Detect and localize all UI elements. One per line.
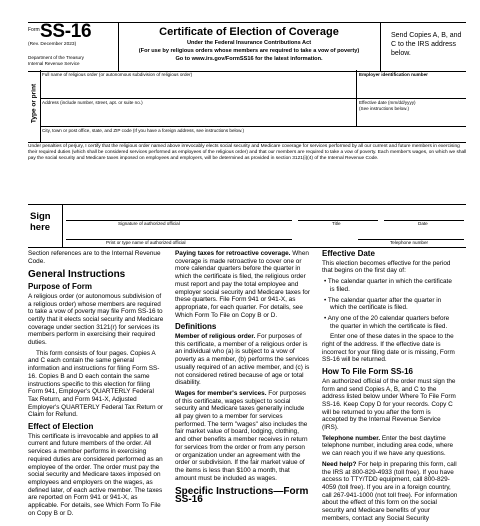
- effect-paragraph-1: This certificate is irrevocable and applies to all current and future members of the order. All services a member performs in exercising required duties are considered performed as an employee of the order. The order must pay the social security and Medicare taxes imposed on employees and employers on the wages, as defined later, of each active member. The taxes are reported on Form 941 or 941-X, as applicable. For details, see Which Form To File on Copy B or D.: [28, 432, 163, 517]
- definitions-heading: Definitions: [175, 322, 217, 332]
- need-help-heading: Need help?: [322, 460, 357, 468]
- effective-paragraph-1: This election becomes effective for the period that begins on the first day of:: [322, 259, 451, 275]
- paying-taxes-paragraph: [175, 250, 311, 319]
- sign-label-line1: Sign: [30, 211, 51, 222]
- specific-instructions-heading: Specific Instructions—Form SS-16: [175, 486, 309, 506]
- wages-paragraph: [175, 390, 311, 482]
- telephone-paragraph: [322, 435, 458, 458]
- ein-label: Employer identification number: [359, 72, 428, 77]
- irs-url-note[interactable]: Go to www.irs.gov/FormSS16 for the latest information.: [175, 56, 323, 62]
- effective-bullet-2: • The calendar quarter after the quarter in which the certificate is filed.: [324, 296, 442, 312]
- city-field[interactable]: [42, 133, 462, 141]
- print-name-caption: Print or type name of authorized official: [106, 240, 186, 245]
- paying-taxes-text: When coverage is made retroactive to cover one or more calendar quarters before the quarter in which the certificate is filed, the religious order must report and pay the total employee and employer social security and Medicare taxes for these quarters. File Form 941 or 941-X, as appropriate, for each quarter. For details, see Which Form To File on Copy B or D.: [175, 250, 310, 319]
- effective-bullet-1-text: The calendar quarter in which the certificate is filed.: [327, 278, 452, 293]
- member-heading: Member of religious order.: [175, 333, 256, 341]
- effective-bullet-3-text: Any one of the 20 calendar quarters before the quarter in which the certificate is filed.: [327, 314, 450, 330]
- signature-field[interactable]: [66, 207, 292, 219]
- full-name-field[interactable]: [42, 78, 342, 94]
- form-use-note: (For use by religious orders whose members are required to take a vow of poverty): [138, 48, 360, 54]
- date-field[interactable]: [384, 207, 464, 219]
- date-caption: Date: [418, 221, 428, 226]
- effective-bullet-1: • The calendar quarter in which the certificate is filed.: [324, 278, 452, 293]
- instructions-column-2: [175, 250, 311, 507]
- send-copies-box: [380, 23, 467, 71]
- department-info: [28, 55, 116, 66]
- form-title: Certificate of Election of Coverage: [159, 26, 339, 38]
- sign-divider: [62, 205, 63, 247]
- revision-date: (Rev. December 2023): [28, 42, 77, 47]
- telephone-field[interactable]: [358, 227, 464, 239]
- form-title-box: [118, 23, 380, 71]
- type-or-print-label: Type or print: [30, 83, 38, 124]
- title-caption: Title: [332, 221, 341, 226]
- sign-here-label: [30, 211, 51, 233]
- general-instructions-heading: General Instructions: [28, 269, 126, 281]
- member-paragraph: [175, 333, 311, 387]
- need-help-text: For help in preparing this form, call the IRS at 800-829-4933 (toll free). If you have access to TTY/TDD equipment, call 800-829-4059 (toll free). If you are in a foreign country, call 267-941-1000 (not toll free). For information about the effect of this form on the social security and Medicare benefits of your members, contact any Social Security: [322, 460, 458, 522]
- instructions-column-1: [28, 250, 164, 521]
- how-to-file-heading: How To File Form SS-16: [322, 367, 413, 377]
- wages-heading: Wages for member's services.: [175, 389, 267, 397]
- instructions-column-3: [322, 250, 458, 526]
- effective-date-field[interactable]: [359, 112, 463, 124]
- address-field[interactable]: [42, 106, 342, 124]
- telephone-heading: Telephone number.: [322, 434, 381, 442]
- form-id-box: [28, 23, 119, 71]
- address-label: Address (include number, street, apt. or suite no.): [42, 100, 143, 105]
- section-references: Section references are to the Internal Revenue Code.: [28, 250, 161, 265]
- ein-field[interactable]: [359, 78, 463, 94]
- send-copies-text: Send Copies A, B, and C to the IRS address below.: [391, 32, 462, 57]
- sign-section: [28, 204, 466, 248]
- row-divider-2: [40, 126, 466, 127]
- effective-date-label: Effective date (mm/dd/yyyy): [359, 100, 416, 105]
- purpose-heading: Purpose of Form: [28, 282, 93, 292]
- irs-name: Internal Revenue Service: [28, 60, 80, 66]
- telephone-caption: Telephone number: [390, 240, 429, 245]
- need-help-paragraph: [322, 461, 458, 523]
- full-name-label: Full name of religious order (or autonomous subdivision of religious order): [42, 72, 193, 77]
- row-divider-1: [40, 98, 466, 99]
- form-number: SS-16: [40, 21, 92, 42]
- form-header: [28, 22, 466, 72]
- how-to-file-paragraph: An authorized official of the order must sign the form and send Copies A, B, and C to the address listed below under Where To File Form SS-16. Keep Copy D for your records. Copy C will be returned to you after the form is accepted by the Internal Revenue Service (IRS).: [322, 377, 456, 432]
- purpose-paragraph-1: A religious order (or autonomous subdivision of a religious order) whose members are required to take a vow of poverty may file Form SS-16 to certify that it elects social security and Medicare coverage under section 3121(r) for services its members perform in exercising their required duties.: [28, 292, 164, 347]
- effective-date-hint: (See instructions below.): [359, 106, 410, 111]
- paying-taxes-heading: Paying taxes for retroactive coverage.: [175, 250, 291, 257]
- purpose-paragraph-2: This form consists of four pages. Copies A and C each contain the same general information and instructions for filing Form SS-16. Copies B and D each contain the same instructions specific to this election for filing Form 941, Employer's QUARTERLY Federal Tax Return, and Form 941-X, Adjusted Employer's QUARTERLY Federal Tax Return or Claim for Refund.: [28, 349, 163, 419]
- department-name: Department of the Treasury: [28, 55, 84, 60]
- telephone-text: Enter the best daytime telephone number, including area code, where we can reach you if we have any questions.: [322, 434, 454, 458]
- print-name-field[interactable]: [66, 227, 292, 239]
- type-or-print-side: [28, 70, 41, 142]
- member-text: For purposes of this certificate, a member of a religious order is an individual who (a) is subject to a vow of poverty as a member, (b) performs the services usually required of an active member, and (c) is not considered retired because of age or total disability.: [175, 333, 310, 387]
- effect-heading: Effect of Election: [28, 422, 94, 432]
- sign-label-line2: here: [30, 222, 51, 233]
- form-word: Form: [28, 27, 40, 33]
- penalty-statement: Under penalties of perjury, I certify that the religious order named above irrevocably elects social security and Medicare coverage for services performed by all our current and future members in exercising their required duties (which shall be considered services performed as employees of the religious order) and that our members are required to take a vow of poverty. Each member's wages, on which we shall pay the social security and Medicare taxes imposed on employees and employers, will be determined as provided in section 3121(i)(4) of the Internal Revenue Code.: [28, 144, 467, 161]
- effective-bullet-2-text: The calendar quarter after the quarter in which the certificate is filed.: [327, 296, 442, 312]
- wages-text: For purposes of this certificate, wages subject to social security and Medicare taxes generally include all pay given to a member for services performed. The term "wages" also includes the fair market value of board, lodging, clothing, and other benefits a member receives in return for services from the order or from any person or organization under an agreement with the order or subdivision. If the fair market value of the items is less than $100 a month, that amount must be included as wages.: [175, 389, 308, 482]
- effective-paragraph-2: Enter one of these dates in the space to the right of the address. If the effective date is incorrect for your filing date or is missing, Form SS-16 will be returned.: [322, 333, 455, 364]
- title-field[interactable]: [298, 207, 378, 219]
- effective-bullet-3: • Any one of the 20 calendar quarters before the quarter in which the certificate is filed.: [324, 314, 450, 330]
- form-subtitle: Under the Federal Insurance Contributions Act: [186, 40, 312, 46]
- effective-date-heading: Effective Date: [322, 249, 375, 258]
- city-label: City, town or post office, state, and ZIP code (If you have a foreign address, see instructions below.): [42, 128, 244, 133]
- type-or-print-section: [28, 70, 466, 143]
- signature-caption: Signature of authorized official: [118, 221, 180, 226]
